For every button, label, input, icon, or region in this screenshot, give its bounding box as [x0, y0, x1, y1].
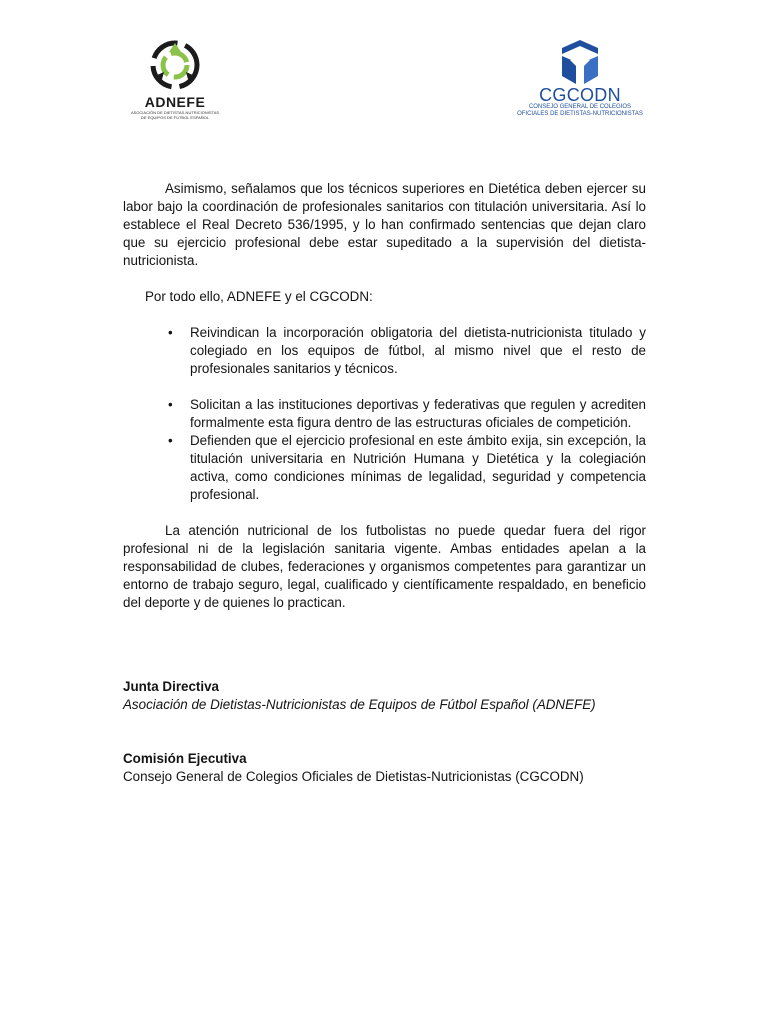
cgcodn-emblem-icon: [556, 38, 604, 86]
signature-org-1: Asociación de Dietistas-Nutricionistas de Equipos de Fútbol Español (ADNEFE): [123, 697, 596, 712]
cgcodn-name: CGCODN: [539, 85, 621, 105]
list-item: [123, 432, 646, 504]
bullet-icon: •: [168, 325, 173, 340]
list-spacer: [123, 378, 646, 396]
letter-body: [123, 180, 646, 612]
cgcodn-sub-line-1: CONSEJO GENERAL DE COLEGIOS: [528, 104, 632, 110]
bullet-icon: •: [168, 397, 173, 412]
adnefe-sub-line-1: ASOCIACIÓN DE DIETISTAS-NUTRICIONISTAS: [130, 110, 220, 115]
cgcodn-sub-line-2: OFICIALES DE DIETISTAS-NUTRICIONISTAS: [517, 111, 643, 117]
list-item: [123, 396, 646, 432]
paragraph-2: La atención nutricional de los futbolistas no puede quedar fuera del rigor profesional ni de la legislación sanitaria vigente. Ambas entidades apelan a la responsabilidad de clubes, federaciones y organismos competentes para garantizar un entorno de trabajo seguro, legal, cualificado y científicamente respaldado, en beneficio del deporte y de quienes lo practican.: [123, 523, 646, 610]
cgcodn-logo: [512, 38, 648, 128]
list-item: [123, 324, 646, 378]
signature-cgcodn: [123, 750, 663, 786]
signature-title-1: Junta Directiva: [123, 679, 220, 694]
bullet-text-3: Defienden que el ejercicio profesional en este ámbito exija, sin excepción, la titulación universitaria en Nutrición Humana y Dietética y la colegiación activa, como condiciones mínimas de legalidad, seguridad y competencia profesional.: [190, 433, 646, 502]
demands-list: [123, 324, 646, 504]
intro-line: Por todo ello, ADNEFE y el CGCODN:: [145, 289, 373, 304]
signature-title-2: Comisión Ejecutiva: [123, 751, 247, 766]
bullet-text-2: Solicitan a las instituciones deportivas y federativas que regulen y acrediten formalmente esta figura dentro de las estructuras oficiales de competición.: [190, 397, 646, 430]
bullet-icon: •: [168, 433, 173, 448]
signature-org-2: Consejo General de Colegios Oficiales de Dietistas-Nutricionistas (CGCODN): [123, 769, 584, 784]
adnefe-name: ADNEFE: [144, 94, 206, 110]
adnefe-logo: [120, 38, 230, 130]
signature-adnefe: [123, 678, 663, 714]
adnefe-sub-line-2: DE EQUIPOS DE FÚTBOL ESPAÑOL: [140, 115, 209, 120]
bullet-text-1: Reivindican la incorporación obligatoria del dietista-nutricionista titulado y colegiado en los equipos de fútbol, al mismo nivel que el resto de profesionales sanitarios y técnicos.: [190, 325, 646, 376]
paragraph-1: Asimismo, señalamos que los técnicos superiores en Dietética deben ejercer su labor bajo la coordinación de profesionales sanitarios con titulación universitaria. Así lo establece el Real Decreto 536/1995, y lo han confirmado sentencias que dejan claro que su ejercicio profesional debe estar supeditado a la supervisión del dietista-nutricionista.: [123, 181, 646, 268]
adnefe-emblem-icon: [148, 38, 202, 92]
